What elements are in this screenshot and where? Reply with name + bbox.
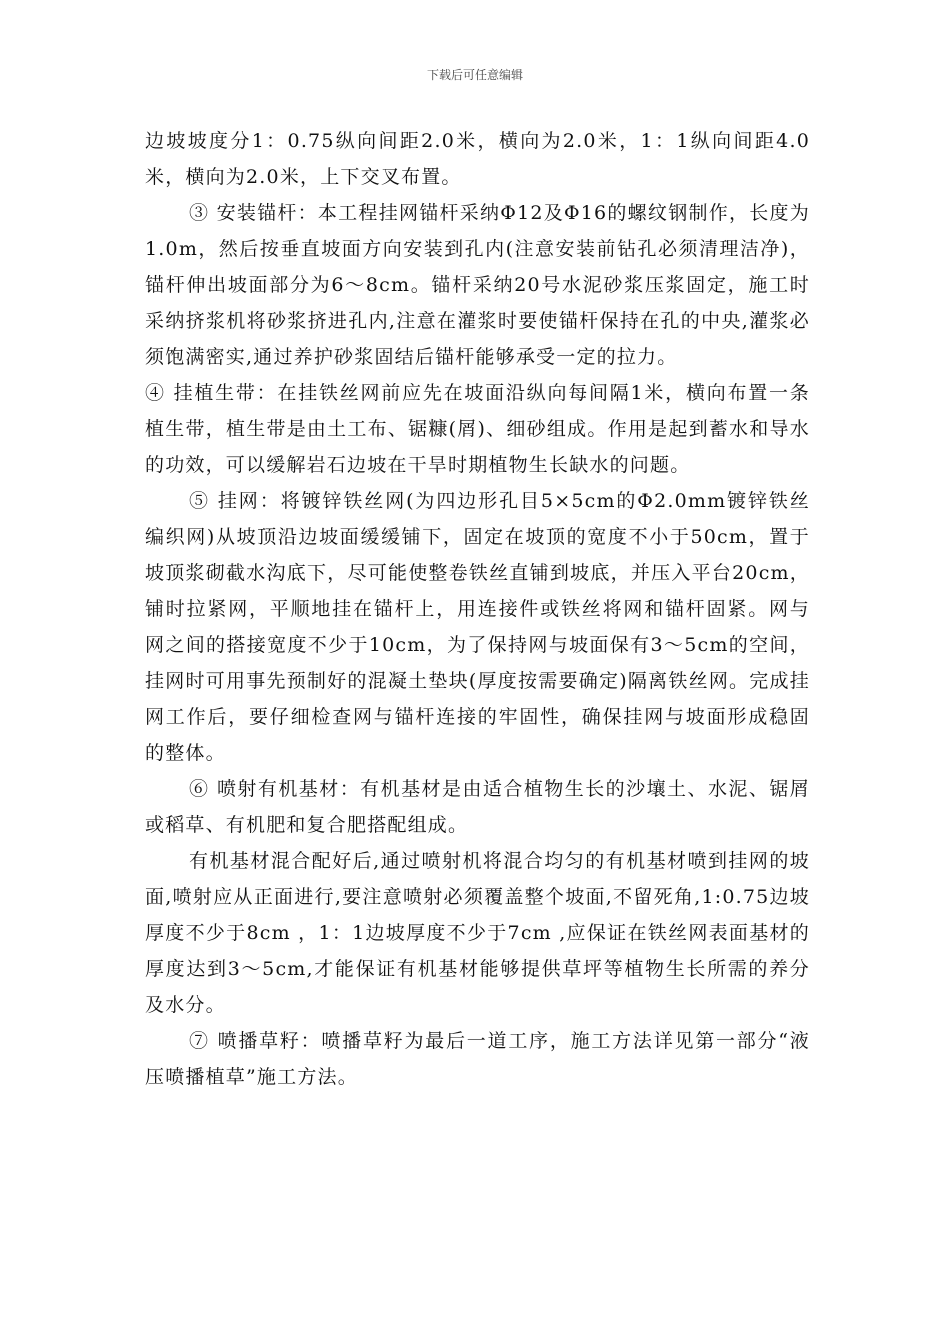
page-header: 下载后可任意编辑 — [426, 68, 523, 82]
paragraph-vegetation-belt: ④ 挂植生带：在挂铁丝网前应先在坡面沿纵向每间隔1米，横向布置一条植生带，植生带是由土工布、锯糠(屑)、细砂组成。作用是起到蓄水和导水的功效，可以缓解岩石边坡在干旱时期植物生长缺水的问题。 — [145, 382, 810, 476]
document-body — [145, 123, 810, 1095]
paragraph-install-anchors: ③ 安装锚杆：本工程挂网锚杆采纳Φ12及Φ16的螺纹钢制作，长度为1.0m，然后按垂直坡面方向安装到孔内(注意安装前钻孔必须清理洁净)，锚杆伸出坡面部分为6～8cm。锚杆采纳20号水泥砂浆压浆固定，施工时采纳挤浆机将砂浆挤进孔内,注意在灌浆时要使锚杆保持在孔的中央,灌浆必须饱满密实,通过养护砂浆固结后锚杆能够承受一定的拉力。 — [145, 202, 810, 368]
paragraph-slope-grade: 边坡坡度分1：0.75纵向间距2.0米，横向为2.0米，1：1纵向间距4.0米，横向为2.0米，上下交叉布置。 — [145, 130, 810, 188]
paragraph-hang-mesh: ⑤ 挂网：将镀锌铁丝网(为四边形孔目5×5cm的Φ2.0mm镀锌铁丝编织网)从坡顶沿边坡面缓缓铺下，固定在坡顶的宽度不小于50cm，置于坡顶浆砌截水沟底下，尽可能使整卷铁丝直铺到坡底，并压入平台20cm，铺时拉紧网，平顺地挂在锚杆上，用连接件或铁丝将网和锚杆固紧。网与网之间的搭接宽度不少于10cm，为了保持网与坡面保有3～5cm的空间，挂网时可用事先预制好的混凝土垫块(厚度按需要确定)隔离铁丝网。完成挂网工作后，要仔细检查网与锚杆连接的牢固性，确保挂网与坡面形成稳固的整体。 — [145, 490, 810, 764]
paragraph-substrate-mixing: 有机基材混合配好后,通过喷射机将混合均匀的有机基材喷到挂网的坡面,喷射应从正面进行,要注意喷射必须覆盖整个坡面,不留死角,1:0.75边坡厚度不少于8cm ，1：1边坡厚度不少于7cm ,应保证在铁丝网表面基材的厚度达到3～5cm,才能保证有机基材能够提供草坪等植物生长所需的养分及水分。 — [145, 850, 810, 1016]
paragraph-spray-substrate: ⑥ 喷射有机基材：有机基材是由适合植物生长的沙壤土、水泥、锯屑或稻草、有机肥和复合肥搭配组成。 — [145, 778, 810, 836]
paragraph-spray-seeds: ⑦ 喷播草籽：喷播草籽为最后一道工序，施工方法详见第一部分“液压喷播植草”施工方法。 — [145, 1030, 810, 1088]
